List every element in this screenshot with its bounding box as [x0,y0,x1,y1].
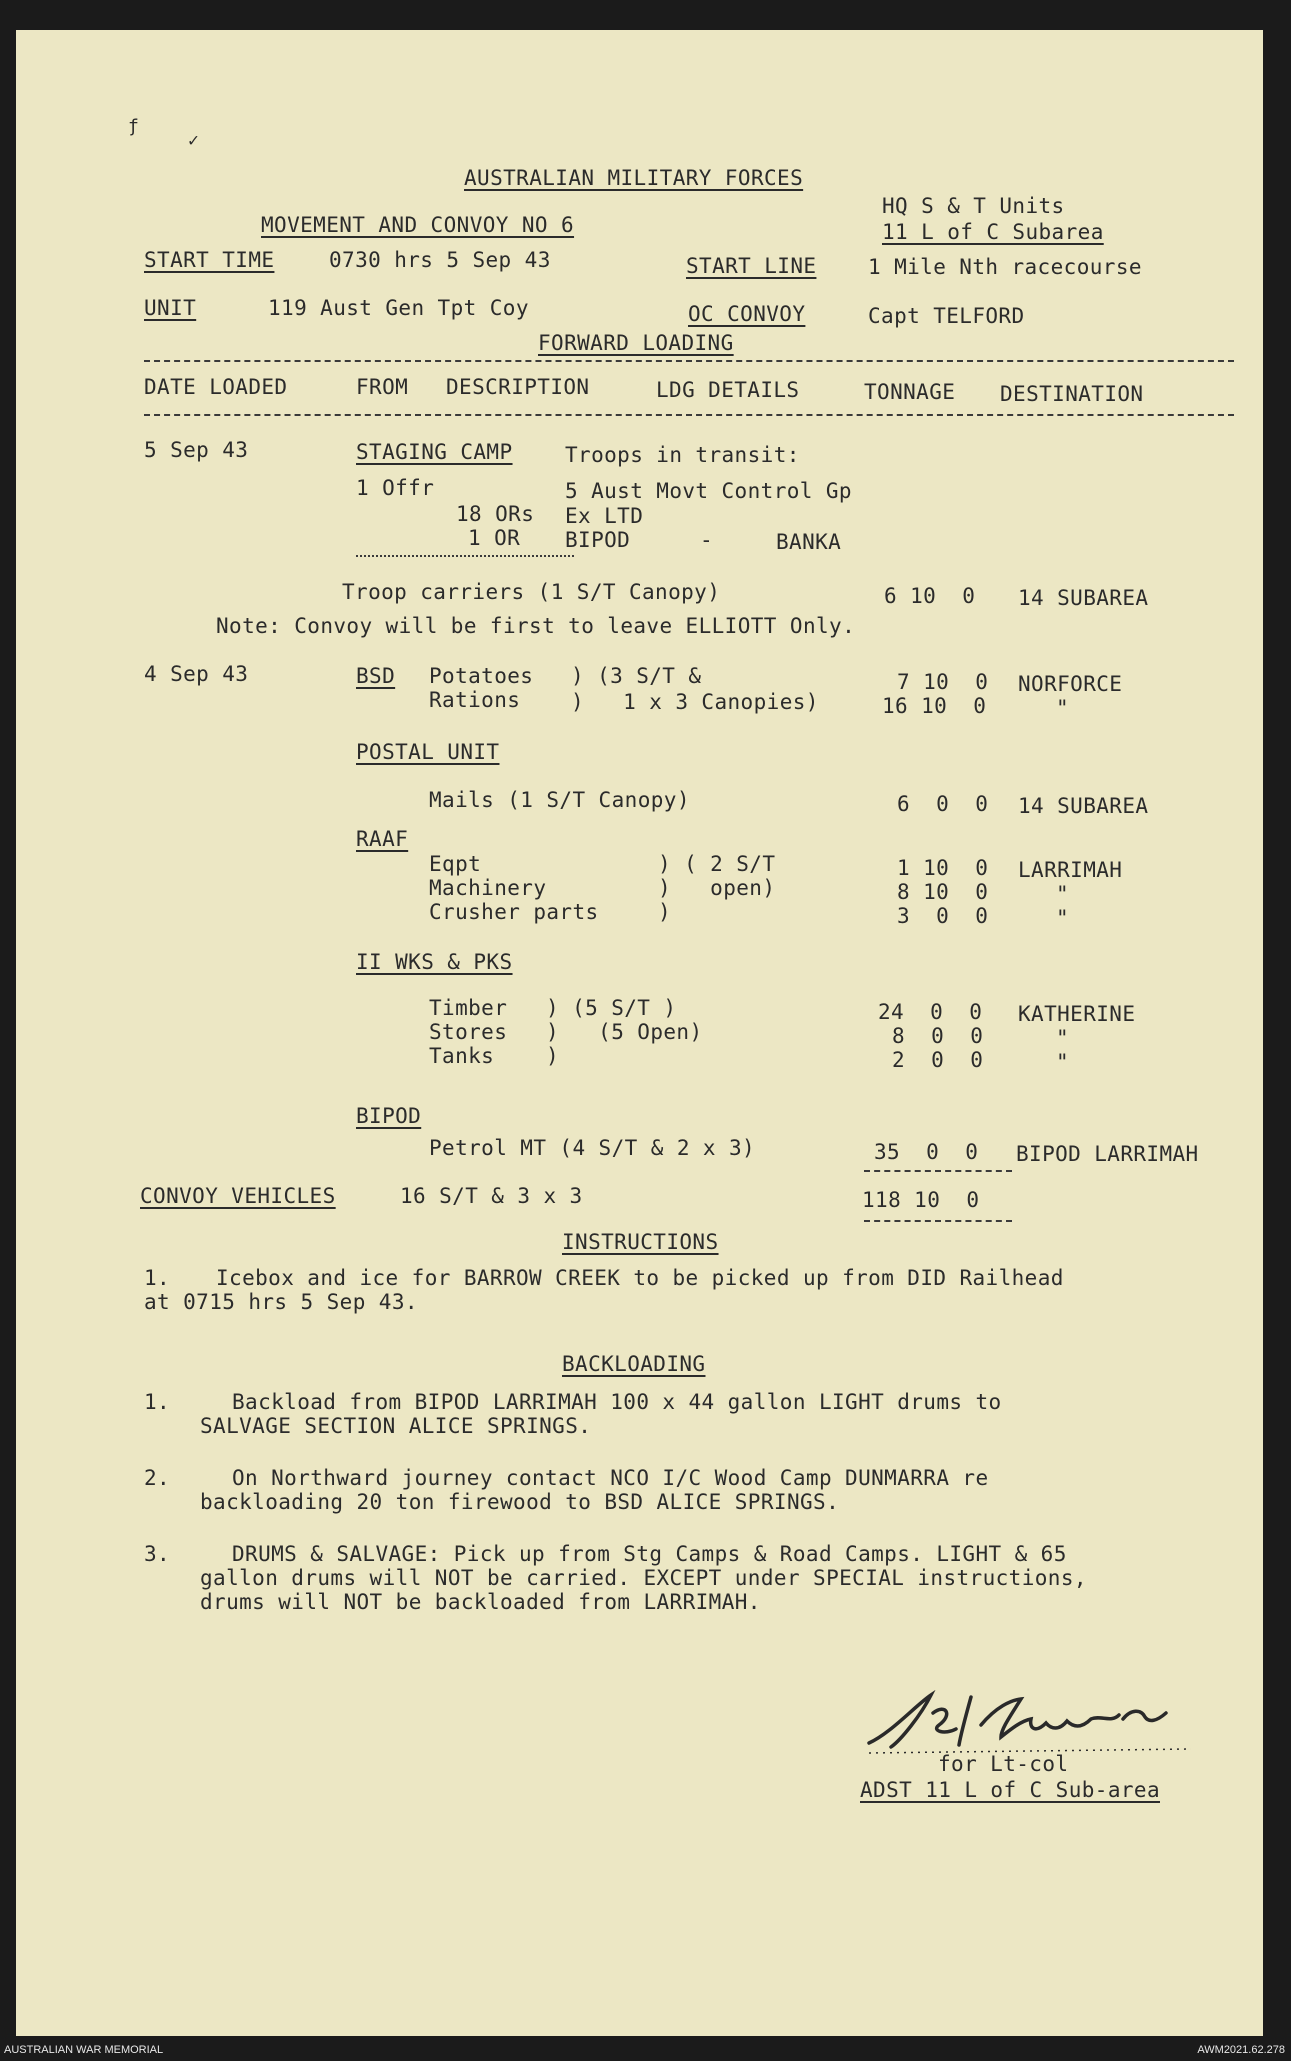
row-from: RAAF [356,827,409,851]
start-line-value: 1 Mile Nth racecourse [868,255,1142,279]
row-destination: 14 SUBAREA [1018,586,1149,610]
oc-convoy-label: OC CONVOY [688,302,806,326]
row-line: Ex LTD [565,504,644,528]
row-item: Petrol MT (4 S/T & 2 x 3) [429,1136,756,1160]
row-destination: 14 SUBAREA [1018,794,1149,818]
row-destination: LARRIMAH [1018,858,1123,882]
row-line: BIPOD [565,528,631,552]
tonnage-total-rule [864,1170,1012,1172]
staging-rule [356,555,574,557]
unit-label: UNIT [144,296,197,320]
row-line: 18 ORs [456,502,535,526]
row-destination: NORFORCE [1018,672,1123,696]
backloading-text: DRUMS & SALVAGE: Pick up from Stg Camps & Road Camps. LIGHT & 65 [232,1542,1067,1566]
table-top-rule [144,360,1234,362]
row-line: 1 Offr [356,476,435,500]
row-tonnage: 3 0 0 [897,904,989,928]
backloading-text: gallon drums will NOT be carried. EXCEPT under SPECIAL instructions, [200,1566,1087,1590]
instruction-text: Icebox and ice for BARROW CREEK to be picked up from DID Railhead [216,1266,1064,1290]
backloading-number: 2. [144,1466,171,1490]
start-time-value: 0730 hrs 5 Sep 43 [329,248,551,272]
backloading-text: Backload from BIPOD LARRIMAH 100 x 44 gallon LIGHT drums to [232,1390,1002,1414]
row-from: II WKS & PKS [356,950,513,974]
row-from: STAGING CAMP [356,440,513,464]
row-from: POSTAL UNIT [356,740,500,764]
unit-value: 119 Aust Gen Tpt Coy [268,296,529,320]
table-header-rule [144,414,1234,416]
pencil-mark: ƒ [128,116,139,137]
row-item: Mails (1 S/T Canopy) [429,788,690,812]
row-destination: " [1056,1026,1070,1050]
col-ldg-details: LDG DETAILS [656,378,800,402]
instruction-text: at 0715 hrs 5 Sep 43. [144,1290,418,1314]
oc-convoy-value: Capt TELFORD [868,304,1025,328]
start-time-label: START TIME [144,248,275,272]
row-item: Timber [429,996,508,1020]
row-date: 5 Sep 43 [144,438,249,462]
section-heading: FORWARD LOADING [538,331,734,355]
row-destination: BIPOD LARRIMAH [1016,1142,1199,1166]
row-destination: " [1056,1050,1070,1074]
handwritten-signature [861,1685,1251,1760]
row-tonnage: 8 10 0 [897,880,989,904]
row-description: Troop carriers (1 S/T Canopy) [342,580,721,604]
row-item: Tanks [429,1044,495,1068]
col-date-loaded: DATE LOADED [144,375,288,399]
backloading-text: SALVAGE SECTION ALICE SPRINGS. [200,1414,592,1438]
row-ldg-details: ) (5 Open) [546,1020,703,1044]
row-tonnage: 16 10 0 [882,694,987,718]
instructions-heading: INSTRUCTIONS [562,1230,719,1254]
row-ldg-details: ) (5 S/T ) [546,996,677,1020]
row-item: Crusher parts [429,900,599,924]
row-destination: KATHERINE [1018,1002,1136,1026]
row-tonnage: 35 0 0 [874,1140,979,1164]
document-title: MOVEMENT AND CONVOY NO 6 [261,213,575,237]
row-ldg-details: ) open) [658,876,776,900]
backloading-heading: BACKLOADING [562,1352,706,1376]
row-destination: " [1056,906,1070,930]
row-item: Machinery [429,876,547,900]
row-line: 5 Aust Movt Control Gp [565,479,852,503]
row-line: BANKA [776,530,842,554]
row-from: BSD [356,664,396,688]
col-tonnage: TONNAGE [864,380,956,404]
org-heading: AUSTRALIAN MILITARY FORCES [464,166,804,190]
backloading-number: 1. [144,1390,171,1414]
row-line: - [700,528,714,552]
tonnage-total: 118 10 0 [862,1188,980,1212]
instruction-number: 1. [144,1266,171,1290]
archive-reference: AWM2021.62.278 [1197,2044,1285,2056]
tick-mark: ✓ [188,130,199,151]
row-tonnage: 6 10 0 [884,584,976,608]
convoy-note: Note: Convoy will be first to leave ELLIOTT Only. [216,614,856,638]
hq-line-2: 11 L of C Subarea [882,220,1104,244]
row-item: Eqpt [429,852,482,876]
backloading-number: 3. [144,1542,171,1566]
row-ldg-details: ) ( 2 S/T [658,852,776,876]
row-tonnage: 8 0 0 [892,1024,984,1048]
convoy-vehicles-value: 16 S/T & 3 x 3 [400,1184,583,1208]
backloading-text: drums will NOT be backloaded from LARRIMAH. [200,1590,761,1614]
start-line-label: START LINE [686,254,817,278]
row-description: Troops in transit: [565,443,800,467]
row-date: 4 Sep 43 [144,662,249,686]
archive-credit: AUSTRALIAN WAR MEMORIAL [4,2044,164,2056]
row-from: BIPOD [356,1104,422,1128]
col-description: DESCRIPTION [446,375,590,399]
row-line: 1 OR [468,526,521,550]
row-tonnage: 1 10 0 [897,856,989,880]
backloading-text: On Northward journey contact NCO I/C Wood Camp DUNMARRA re [232,1466,989,1490]
convoy-vehicles-label: CONVOY VEHICLES [140,1184,336,1208]
tonnage-total-underline [864,1220,1012,1222]
row-item: Rations [429,688,521,712]
signature-title: ADST 11 L of C Sub-area [860,1778,1160,1802]
row-item: Potatoes [429,664,534,688]
row-destination: " [1056,696,1070,720]
signature-for: for Lt-col [938,1752,1069,1776]
row-ldg-details: ) (3 S/T & [571,664,702,688]
row-ldg-details: ) 1 x 3 Canopies) [571,690,819,714]
document-page [16,30,1263,2036]
hq-line-1: HQ S & T Units [882,194,1065,218]
row-tonnage: 2 0 0 [892,1048,984,1072]
row-tonnage: 24 0 0 [878,1000,983,1024]
row-item: Stores [429,1020,508,1044]
row-destination: " [1056,882,1070,906]
row-ldg-details: ) [546,1044,560,1068]
row-ldg-details: ) [658,900,672,924]
row-tonnage: 6 0 0 [897,792,989,816]
col-from: FROM [356,375,409,399]
row-tonnage: 7 10 0 [897,670,989,694]
backloading-text: backloading 20 ton firewood to BSD ALICE SPRINGS. [200,1490,840,1514]
col-destination: DESTINATION [1000,382,1144,406]
